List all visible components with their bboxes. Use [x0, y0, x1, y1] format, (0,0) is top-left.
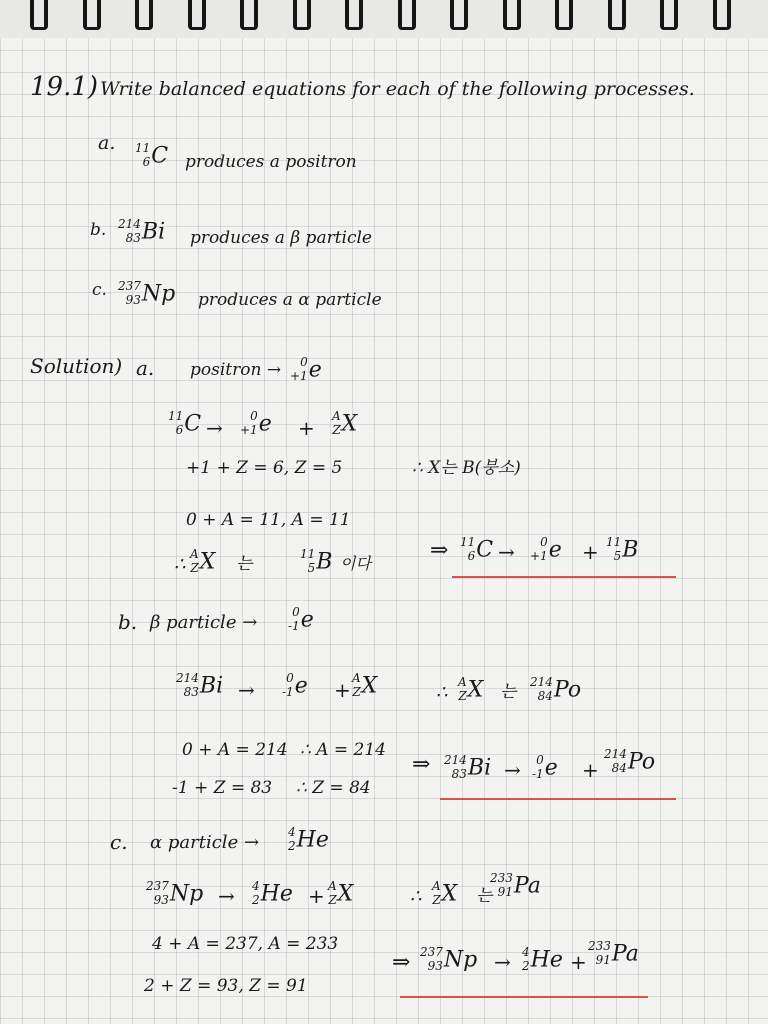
final-c-plus: +: [570, 950, 587, 974]
eq-a-X: A Z X: [332, 409, 358, 437]
final-a-C11: 11 6 C: [460, 535, 494, 563]
binding-ring: [555, 0, 573, 30]
final-c-arrow: →: [494, 950, 511, 974]
binding-ring: [713, 0, 731, 30]
final-b-Po214: 214 84 Po: [604, 747, 656, 775]
underline-c: [400, 996, 648, 998]
final-b-Bi214: 214 83 Bi: [444, 753, 492, 781]
sol-a-X: A Z X: [190, 547, 216, 575]
final-b-beta: 0 -1 e: [532, 753, 558, 781]
sol-c-charge-eq: 2 + Z = 93, Z = 91: [144, 976, 308, 996]
sol-a-therefore: ∴: [174, 554, 186, 575]
underline-b: [440, 798, 676, 800]
eq-b-plus: +: [334, 678, 351, 702]
sol-c-mass-eq: 4 + A = 237, A = 233: [152, 934, 339, 954]
part-a-label: a.: [98, 132, 116, 154]
eq-c-arrow: →: [218, 884, 235, 908]
binding-ring: [398, 0, 416, 30]
eq-b-beta: 0 -1 e: [282, 671, 308, 699]
problem-prompt: Write balanced equations for each of the following processes.: [100, 78, 695, 100]
eq-a-positron: 0 +1 e: [240, 409, 272, 437]
underline-a: [452, 576, 676, 578]
eq-a-C11: 11 6 C: [168, 409, 202, 437]
binding-ring: [450, 0, 468, 30]
final-a-B11: 11 5 B: [606, 535, 639, 563]
nuclide-positron-def: 0 +1 e: [290, 355, 322, 383]
eq-b-X: A Z X: [352, 671, 378, 699]
eq-a-arrow: →: [206, 416, 223, 440]
part-c-label: c.: [92, 280, 107, 300]
final-c-Pa233: 233 91 Pa: [588, 939, 639, 967]
part-b-label: b.: [90, 220, 107, 240]
sol-b-implies: ⇒: [412, 752, 431, 777]
solution-b-def: β particle →: [150, 612, 258, 633]
sol-a-concl-word: 는: [236, 554, 253, 574]
final-b-plus: +: [582, 758, 599, 782]
sol-b-mass-eq: 0 + A = 214: [182, 740, 288, 760]
spiral-binding: [0, 0, 768, 38]
binding-ring: [83, 0, 101, 30]
solution-a-label: a.: [136, 356, 155, 380]
sol-a-implies: ⇒: [430, 538, 449, 563]
solution-label: Solution): [30, 354, 123, 378]
eq-b-arrow: →: [238, 678, 255, 702]
final-a-positron: 0 +1 e: [530, 535, 562, 563]
sol-c-concl-word: 는: [476, 886, 493, 906]
binding-ring: [293, 0, 311, 30]
eq-a-plus: +: [298, 416, 315, 440]
eq-c-X: A Z X: [328, 879, 354, 907]
binding-ring: [345, 0, 363, 30]
sol-a-B11: 11 5 B: [300, 547, 333, 575]
binding-ring: [188, 0, 206, 30]
solution-a-def: positron →: [190, 360, 282, 380]
eq-c-He4: 4 2 He: [252, 879, 293, 907]
nuclide-Bi214: 214 83 Bi: [118, 217, 166, 245]
sol-a-charge-concl: ∴ X는 B(붕소): [412, 458, 521, 478]
binding-ring: [503, 0, 521, 30]
final-a-arrow: →: [498, 540, 515, 564]
binding-ring: [135, 0, 153, 30]
sol-c-Pa233: 233 91 Pa: [490, 871, 541, 899]
final-c-Np237: 237 93 Np: [420, 945, 478, 973]
sol-b-concl-word: 는: [500, 682, 517, 702]
sol-a-mass-eq: 0 + A = 11, A = 11: [186, 510, 351, 530]
sol-b-Po214: 214 84 Po: [530, 675, 582, 703]
final-b-arrow: →: [504, 758, 521, 782]
sol-a-concl-tail: 이다: [340, 554, 371, 573]
sol-a-charge-eq: +1 + Z = 6, Z = 5: [186, 458, 343, 478]
solution-b-label: b.: [118, 610, 138, 634]
binding-ring: [660, 0, 678, 30]
binding-ring: [608, 0, 626, 30]
final-c-He4: 4 2 He: [522, 945, 563, 973]
sol-c-X: A Z X: [432, 879, 458, 907]
nuclide-He4-def: 4 2 He: [288, 825, 329, 853]
sol-c-therefore: ∴: [410, 886, 422, 907]
binding-ring: [240, 0, 258, 30]
part-c-text: produces a α particle: [198, 290, 382, 310]
sol-b-charge-res: ∴ Z = 84: [296, 778, 371, 798]
sol-b-mass-res: ∴ A = 214: [300, 740, 386, 760]
solution-c-label: c.: [110, 830, 128, 854]
part-b-text: produces a β particle: [190, 228, 372, 248]
part-a-text: produces a positron: [185, 152, 357, 172]
nuclide-C11: 11 6 C: [135, 141, 169, 169]
eq-c-Np237: 237 93 Np: [146, 879, 204, 907]
nuclide-Np237: 237 93 Np: [118, 279, 176, 307]
sol-b-X: A Z X: [458, 675, 484, 703]
sol-c-implies: ⇒: [392, 950, 411, 975]
sol-b-therefore: ∴: [436, 682, 448, 703]
final-a-plus: +: [582, 540, 599, 564]
eq-c-plus: +: [308, 884, 325, 908]
problem-number: 19.1): [30, 72, 99, 102]
eq-b-Bi214: 214 83 Bi: [176, 671, 224, 699]
binding-ring: [30, 0, 48, 30]
solution-c-def: α particle →: [150, 832, 260, 853]
nuclide-beta-def: 0 -1 e: [288, 605, 314, 633]
sol-b-charge-eq: -1 + Z = 83: [172, 778, 273, 798]
